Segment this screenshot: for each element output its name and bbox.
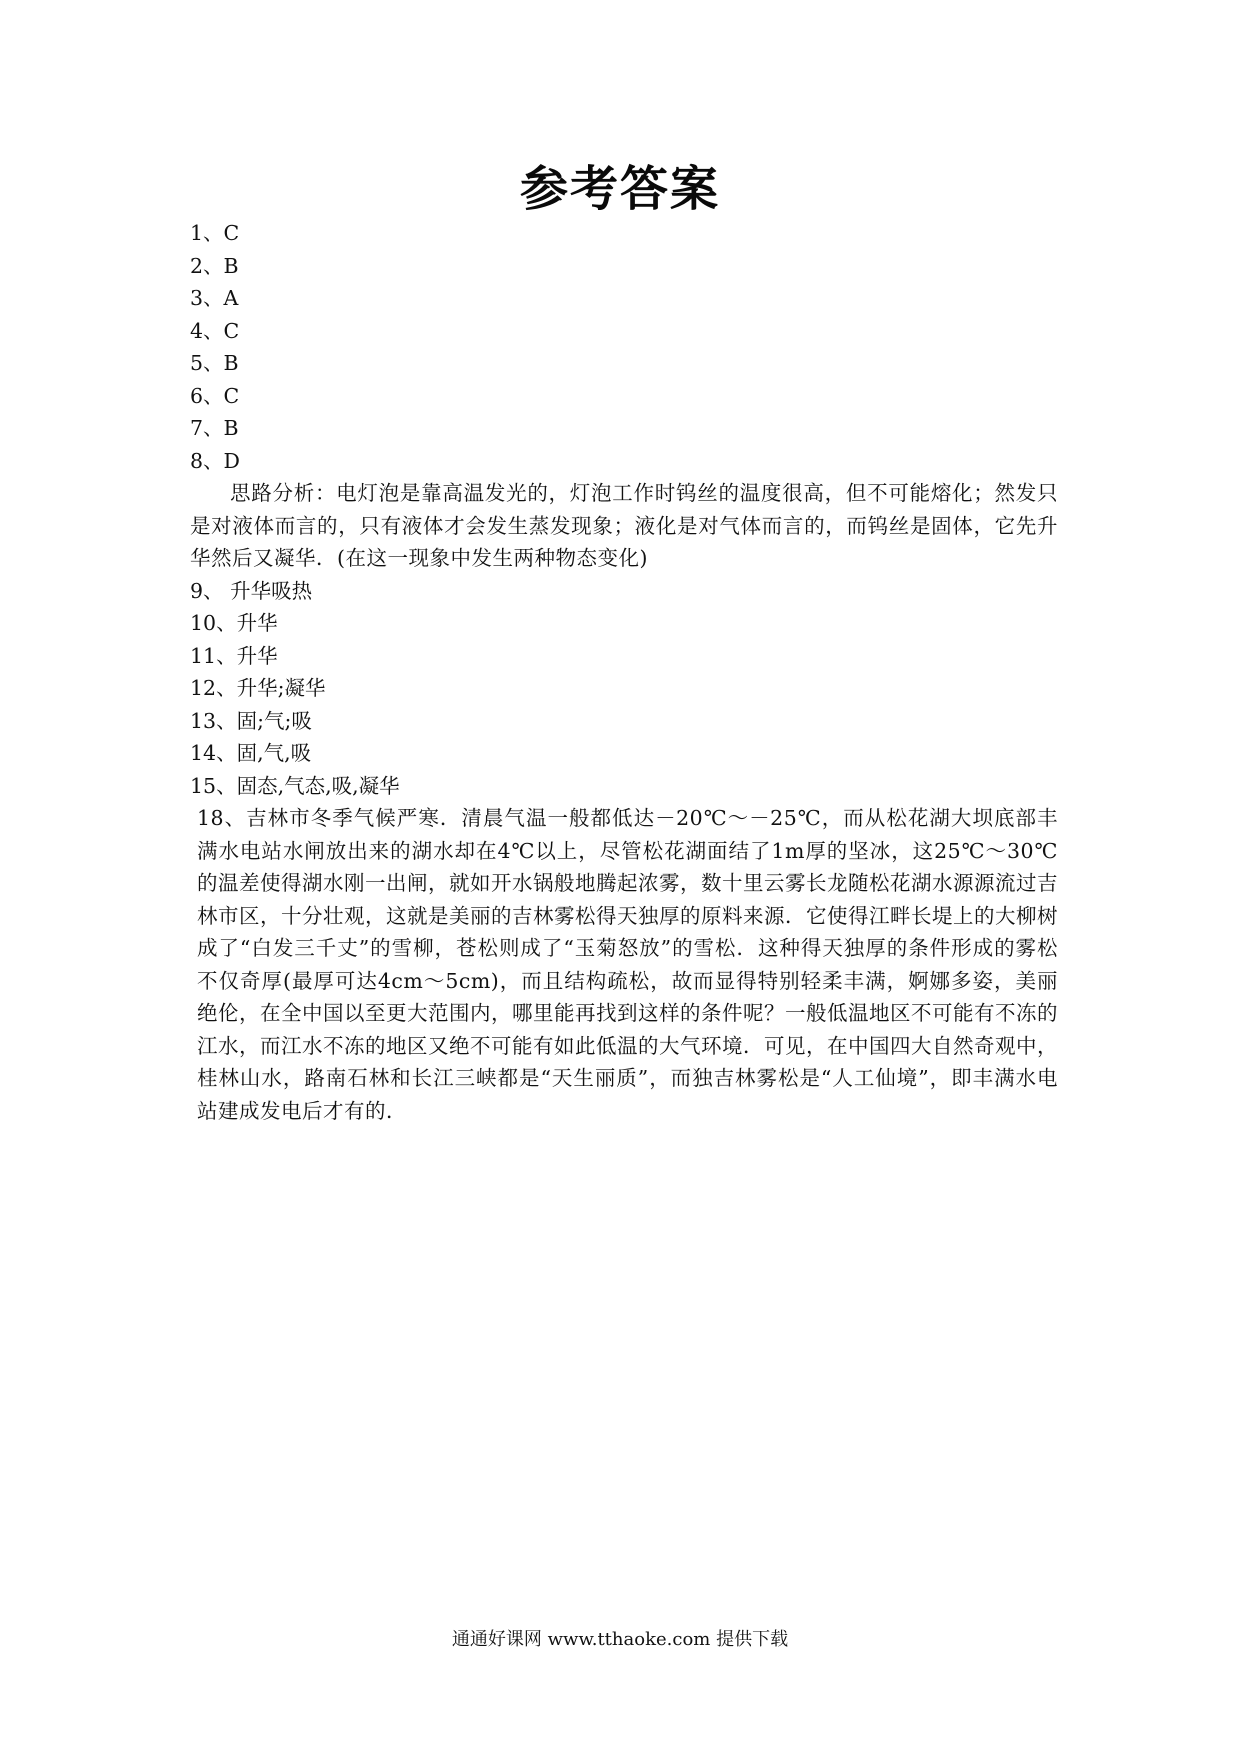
answer-text: D: [223, 448, 240, 473]
answer-number: 5、: [190, 351, 224, 375]
answer-text: 固态,气态,吸,凝华: [236, 773, 400, 798]
answer-number: 1、: [190, 221, 224, 245]
answer-text: C: [223, 221, 240, 245]
answer-item: [190, 737, 1058, 770]
answer-number: 12、: [190, 676, 237, 700]
answer-text: B: [223, 351, 239, 375]
answer-text: B: [223, 253, 239, 278]
answer-number: 8、: [190, 448, 224, 473]
answer-text: B: [223, 416, 239, 440]
answer-number: 15、: [190, 773, 237, 798]
answer-text: C: [223, 318, 240, 343]
answer-item: [190, 315, 1058, 348]
answer-text: 升华: [236, 611, 278, 635]
answer-item: [190, 607, 1058, 640]
analysis-paragraph: 思路分析：电灯泡是靠高温发光的，灯泡工作时钨丝的温度很高，但不可能熔化；然发只是对液体而言的，只有液体才会发生蒸发现象；液化是对气体而言的，而钨丝是固体，它先升华然后又凝华．(在这一现象中发生两种物态变化): [190, 481, 1058, 570]
answer-number: 3、: [190, 286, 224, 310]
answer-text: 固,气,吸: [236, 741, 312, 765]
answer-item: [190, 640, 1058, 673]
answer-item: [190, 705, 1058, 738]
answer-text: C: [223, 383, 240, 408]
answer-item: [190, 282, 1058, 315]
answer-content: [190, 217, 1058, 1127]
answer-item: [190, 250, 1058, 283]
answer-text: 固;气;吸: [236, 708, 312, 733]
answer-number: 4、: [190, 318, 224, 343]
answer-18-paragraph: 18、吉林市冬季气候严寒．清晨气温一般都低达－20℃～－25℃，而从松花湖大坝底部丰满水电站水闸放出来的湖水却在4℃以上，尽管松花湖面结了1m厚的坚冰，这25℃～30℃的温差使得湖水刚一出闸，就如开水锅般地腾起浓雾，数十里云雾长龙随松花湖水源源流过吉林市区，十分壮观，这就是美丽的吉林雾松得天独厚的原料来源．它使得江畔长堤上的大柳树成了“白发三千丈”的雪柳，苍松则成了“玉菊怒放”的雪松．这种得天独厚的条件形成的雾松不仅奇厚(最厚可达4cm～5cm)，而且结构疏松，故而显得特别轻柔丰满，婀娜多姿，美丽绝伦，在全中国以至更大范围内，哪里能再找到这样的条件呢？一般低温地区不可能有不冻的江水，而江水不冻的地区又绝不可能有如此低温的大气环境．可见，在中国四大自然奇观中，桂林山水，路南石林和长江三峡都是“天生丽质”，而独吉林雾松是“人工仙境”，即丰满水电站建成发电后才有的．: [197, 806, 1058, 1123]
answer-number: 6、: [190, 383, 224, 408]
answer-text: 升华吸热: [223, 578, 313, 603]
answer-text: 升华: [236, 643, 278, 668]
answer-item: [190, 380, 1058, 413]
answer-item: [190, 217, 1058, 250]
answer-item: [190, 347, 1058, 380]
answer-number: 11、: [190, 643, 237, 668]
answer-number: 14、: [190, 741, 237, 765]
answer-number: 9、: [190, 578, 224, 603]
answer-text: 升华;凝华: [236, 676, 326, 700]
answer-number: 13、: [190, 708, 237, 733]
answer-item: [190, 575, 1058, 608]
page-title: 参考答案: [519, 161, 720, 217]
answer-number: 10、: [190, 611, 237, 635]
answer-item: [190, 770, 1058, 803]
answer-number: 2、: [190, 253, 224, 278]
answer-item: [190, 672, 1058, 705]
answer-item: [190, 445, 1058, 478]
answer-number: 7、: [190, 416, 224, 440]
page-footer: 通通好课网 www.tthaoke.com 提供下载: [451, 1629, 789, 1650]
answer-item: [190, 412, 1058, 445]
answer-text: A: [223, 286, 239, 310]
